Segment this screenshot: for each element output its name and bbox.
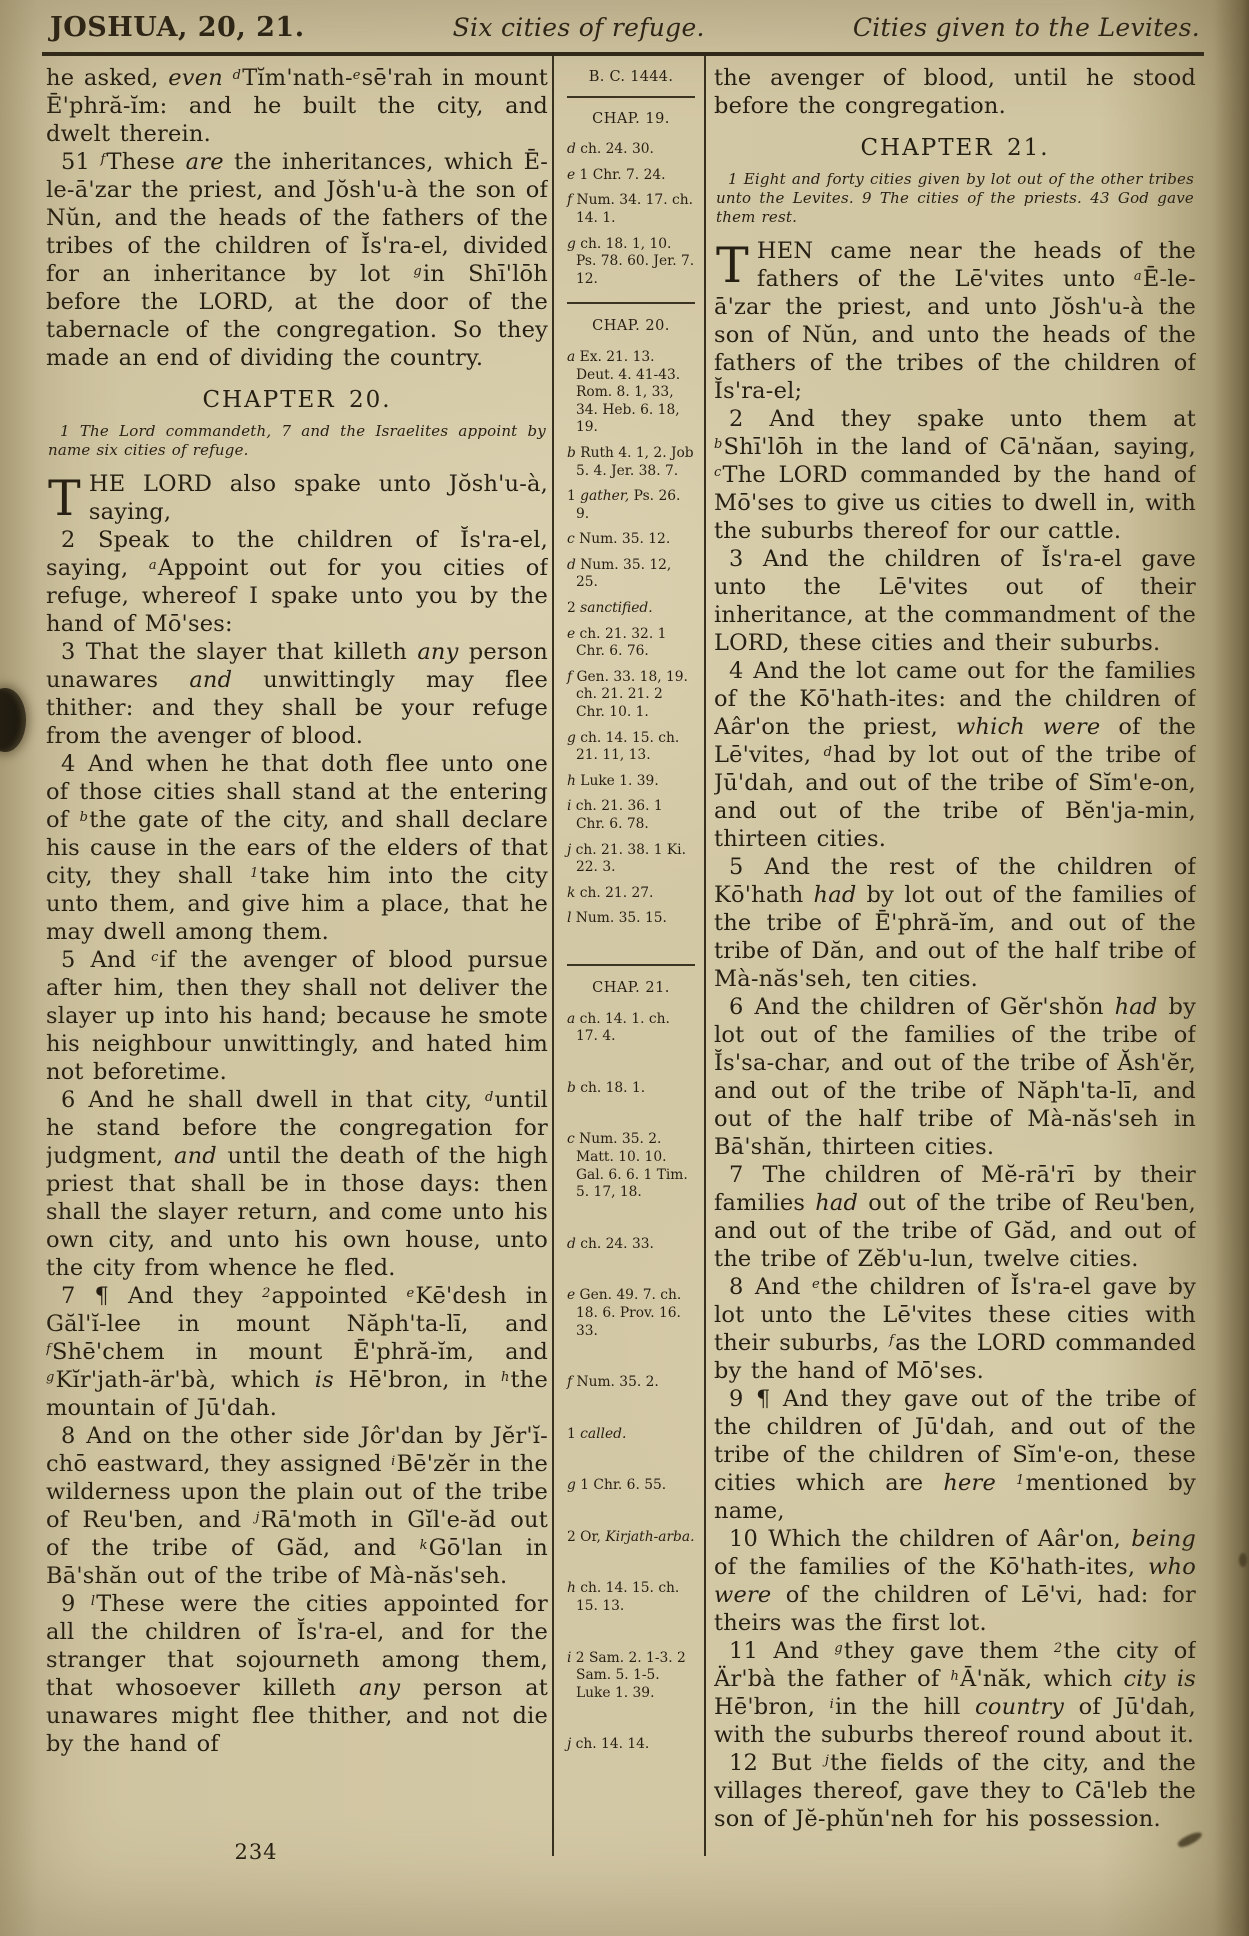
cross-reference: d ch. 24. 30. — [567, 141, 654, 158]
verse-paragraph: THE LORD also spake unto Jŏsh'u-à, saying, — [48, 470, 548, 527]
section-divider — [567, 964, 695, 966]
reference-section — [567, 318, 695, 928]
verse-paragraph: 10 Which the children of Aâr'on, being of the families of the Kō'hath-ites, who were of the children of Lē'vi, had: for theirs was the first lot. — [714, 1526, 1196, 1636]
chapter-summary: 1 The Lord commandeth, 7 and the Israelites appoint by name six cities of refuge. — [48, 422, 546, 459]
verse-paragraph: 3 And the children of Ĭs'ra-el gave unto the Lē'vites out of their inheritance, at the commandment of the LORD, these cities and their suburbs. — [714, 546, 1196, 656]
verse-paragraph: 12 But $^j$the fields of the city, and the villages thereof, gave they to Cā'leb the son of Jĕ-phŭn'neh for his possession. — [714, 1750, 1196, 1832]
ink-smudge — [1239, 1553, 1247, 1567]
cross-reference: c Num. 35. 2. Matt. 10. 10. Gal. 6. 6. 1 Tim. 5. 17, 18. — [567, 1131, 688, 1201]
cross-reference: j ch. 21. 38. 1 Ki. 22. 3. — [567, 841, 686, 876]
cross-reference: a ch. 14. 1. ch. 17. 4. — [567, 1010, 670, 1045]
verse-paragraph: 7 ¶ And they $^2$appointed $^e$Kē'desh in Găl'ĭ-lee in mount Năph'ta-lī, and $^f$Shē'chem in mount Ē'phră-ĭm, and $^g$Kĭr'jath-är'bà, which is Hē'bron, in $^h$the mountain of Jū'dah. — [46, 1283, 548, 1421]
reference-section — [567, 980, 695, 1754]
chapter-heading: CHAPTER 20. — [202, 387, 392, 413]
reference-column — [558, 64, 704, 1864]
cross-reference: b Ruth 4. 1, 2. Job 5. 4. Jer. 38. 7. — [567, 444, 694, 479]
verse-paragraph: 6 And the children of Gĕr'shŏn had by lot out of the families of the tribe of Ĭs'sa-char, and out of the tribe of Ăsh'ĕr, and out of the tribe of Năph'ta-lī, and out of the half tribe of Mà-năs'seh in Bā'shăn, thirteen cities. — [714, 994, 1196, 1160]
chapter-heading: CHAPTER 21. — [860, 135, 1050, 161]
cross-reference: b ch. 18. 1. — [567, 1079, 646, 1096]
verse-paragraph: 2 And they spake unto them at $^b$Shī'lōh in the land of Cā'năan, saying, $^c$The LORD commanded by the hand of Mō'ses to give us cities to dwell in, with the suburbs thereof for our cattle. — [714, 406, 1196, 544]
verse-paragraph: 5 And the rest of the children of Kō'hath had by lot out of the families of the tribe of Ē'phră-ĭm, and out of the tribe of Dăn, and out of the half tribe of Mà-năs'seh, ten cities. — [714, 854, 1196, 992]
cross-reference: e 1 Chr. 7. 24. — [567, 166, 666, 183]
cross-reference: i 2 Sam. 2. 1-3. 2 Sam. 5. 1-5. Luke 1. 39. — [567, 1649, 686, 1701]
cross-reference: a Ex. 21. 13. Deut. 4. 41-43. Rom. 8. 1, 33, 34. Heb. 6. 18, 19. — [567, 348, 681, 436]
cross-reference: i ch. 21. 36. 1 Chr. 6. 78. — [567, 798, 663, 832]
cross-reference: g 1 Chr. 6. 55. — [567, 1477, 667, 1494]
reference-chapter-heading: CHAP. 19. — [592, 110, 670, 127]
thumb-index-notch — [0, 688, 26, 752]
bc-date: B. C. 1444. — [588, 69, 674, 85]
chapter-summary: 1 Eight and forty cities given by lot out of the other tribes unto the Levites. 9 The cities of the priests. 43 God gave them rest. — [716, 170, 1194, 226]
verse-paragraph: 9 $^l$These were the cities appointed for all the children of Ĭs'ra-el, and for the stranger that sojourneth among them, that whosoever killeth any person at unawares might flee thither, and not die by the hand of — [46, 1591, 548, 1757]
cross-reference: e ch. 21. 32. 1 Chr. 6. 76. — [567, 625, 667, 660]
reference-chapter-heading: CHAP. 20. — [592, 318, 670, 335]
column-rule-right — [704, 56, 706, 1856]
reference-chapter-heading: CHAP. 21. — [592, 979, 670, 996]
cross-reference: f Num. 34. 17. ch. 14. 1. — [567, 192, 693, 226]
header-rule — [42, 52, 1204, 56]
right-column — [714, 64, 1196, 1864]
running-head-left: Six cities of refuge. — [452, 13, 705, 42]
verse-paragraph: 11 And $^g$they gave them $^2$the city of Är'bà the father of $^h$Ā'năk, which city is Hē'bron, $^i$in the hill country of Jū'dah, with the suburbs thereof round about it. — [714, 1638, 1196, 1748]
verse-paragraph: 7 The children of Mĕ-rā'rī by their families had out of the tribe of Reu'ben, and out of the tribe of Găd, and out of the tribe of Zĕb'u-lun, twelve cities. — [714, 1162, 1196, 1272]
verse-paragraph: 5 And $^c$if the avenger of blood pursue after him, then they shall not deliver the slayer up into his hand; because he smote his neighbour unwittingly, and hated him not beforetime. — [46, 947, 548, 1085]
bc-divider — [567, 96, 695, 98]
verse-paragraph: 4 And when he that doth flee unto one of those cities shall stand at the entering of $^b$the gate of the city, and shall declare his cause in the ears of the elders of that city, they shall $^1$take him into the city unto them, and give him a place, that he may dwell among them. — [46, 751, 548, 945]
cross-reference: d ch. 24. 33. — [567, 1235, 654, 1252]
cross-reference: h Luke 1. 39. — [567, 772, 659, 789]
verse-paragraph: 9 ¶ And they gave out of the tribe of the children of Jū'dah, and out of the tribe of the children of Sĭm'e-on, these cities which are here $^1$mentioned by name, — [714, 1386, 1196, 1524]
verse-paragraph: 6 And he shall dwell in that city, $^d$until he stand before the congregation for judgment, and until the death of the high priest that shall be in those days: then shall the slayer return, and come unto his own city, and unto his own house, unto the city from whence he fled. — [46, 1087, 548, 1281]
verse-paragraph: THEN came near the heads of the fathers of the Lē'vites unto $^a$Ē-le-ā'zar the priest, and unto Jŏsh'u-à the son of Nŭn, and unto the heads of the fathers of the tribes of the children of Ĭs'ra-el; — [714, 237, 1196, 404]
verse-paragraph: 8 And $^e$the children of Ĭs'ra-el gave by lot unto the Lē'vites these cities with their suburbs, $^f$as the LORD commanded by the hand of Mō'ses. — [714, 1274, 1196, 1384]
cross-reference: 1 gather, Ps. 26. 9. — [567, 488, 681, 522]
cross-reference: j ch. 14. 14. — [567, 1736, 650, 1753]
verse-paragraph: 51 $^f$These are the inheritances, which Ē-le-ā'zar the priest, and Jŏsh'u-à the son of Nŭn, and the heads of the fathers of the tribes of the children of Ĭs'ra-el, divided for an inheritance by lot $^g$in Shī'lōh before the LORD, at the door of the tabernacle of the congregation. So they made an end of dividing the country. — [46, 149, 548, 371]
verse-paragraph: 3 That the slayer that killeth any person unawares and unwittingly may flee thither: and they shall be your refuge from the avenger of blood. — [46, 639, 548, 749]
cross-reference: c Num. 35. 12. — [567, 531, 671, 548]
left-column — [46, 64, 548, 1864]
section-divider — [567, 302, 695, 304]
verse-paragraph: he asked, even $^d$Tĭm'nath-$^e$sē'rah in mount Ē'phră-ĭm: and he built the city, and dwelt therein. — [46, 65, 548, 147]
cross-reference: 2 sanctified. — [567, 600, 653, 617]
cross-reference: h ch. 14. 15. ch. 15. 13. — [567, 1580, 680, 1615]
verse-paragraph: 2 Speak to the children of Ĭs'ra-el, saying, $^a$Appoint out for you cities of refuge, whereof I spake unto you by the hand of Mō'ses: — [46, 527, 548, 637]
cross-reference: f Gen. 33. 18, 19. ch. 21. 21. 2 Chr. 10. 1. — [567, 668, 688, 721]
cross-reference: f Num. 35. 2. — [567, 1374, 659, 1391]
page-header — [50, 12, 1200, 43]
cross-reference: l Num. 35. 15. — [567, 910, 667, 927]
page-number: 234 — [234, 1840, 278, 1864]
verse-paragraph: the avenger of blood, until he stood before the congregation. — [714, 65, 1196, 119]
cross-reference: 1 called. — [567, 1425, 627, 1442]
reference-section — [567, 111, 695, 289]
cross-reference: g ch. 14. 15. ch. 21. 11, 13. — [567, 729, 680, 764]
cross-reference: d Num. 35. 12, 25. — [567, 556, 672, 591]
drop-cap-letter: T — [48, 470, 81, 527]
cross-reference: e Gen. 49. 7. ch. 18. 6. Prov. 16. 33. — [567, 1287, 682, 1339]
running-head-right: Cities given to the Levites. — [852, 13, 1200, 42]
book-reference: JOSHUA, 20, 21. — [50, 12, 305, 43]
verse-paragraph: 4 And the lot came out for the families of the Kō'hath-ites: and the children of Aâr'on the priest, which were of the Lē'vites, $^d$had by lot out of the tribe of Jū'dah, and out of the tribe of Sĭm'e-on, and out of the tribe of Bĕn'ja-min, thirteen cities. — [714, 658, 1196, 852]
drop-cap-letter: T — [716, 237, 749, 294]
page-edge-shadow — [1215, 0, 1249, 1936]
reference-items — [567, 111, 695, 1754]
column-rule-left — [552, 56, 554, 1856]
cross-reference: k ch. 21. 27. — [567, 884, 654, 901]
verse-paragraph: 8 And on the other side Jôr'dan by Jĕr'ĭ-chō eastward, they assigned $^i$Bē'zĕr in the wilderness upon the plain out of the tribe of Reu'ben, and $^j$Rā'moth in Gĭl'e-ăd out of the tribe of Găd, and $^k$Gō'lan in Bā'shăn out of the tribe of Mà-năs'seh. — [46, 1423, 548, 1589]
cross-reference: 2 Or, Kirjath-arba. — [567, 1528, 695, 1545]
cross-reference: g ch. 18. 1, 10. Ps. 78. 60. Jer. 7. 12. — [567, 235, 695, 287]
